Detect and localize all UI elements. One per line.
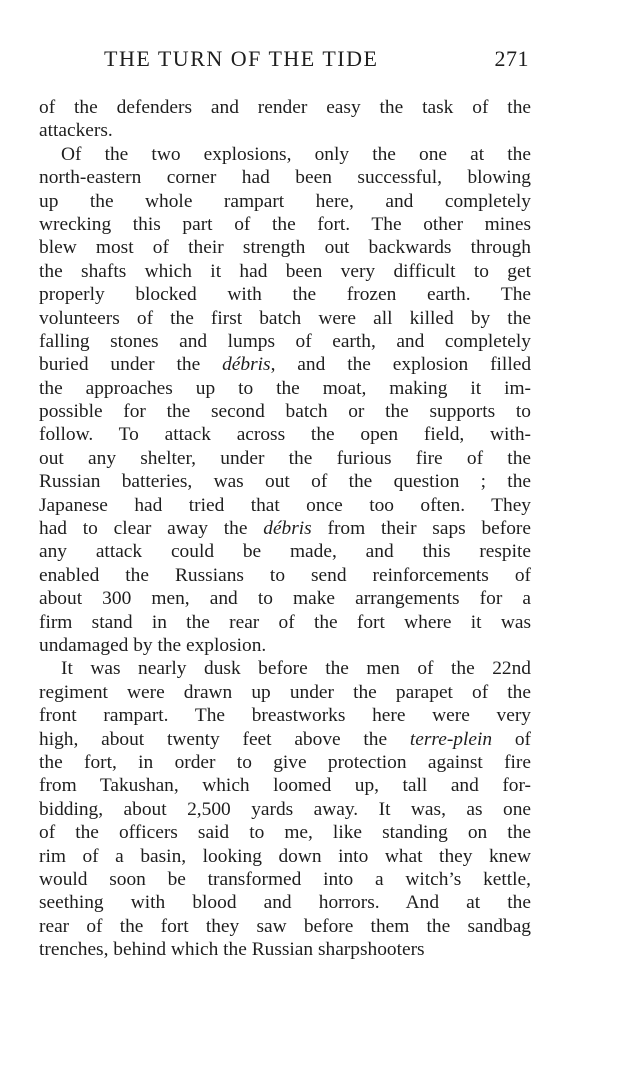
text-line	[39, 845, 531, 868]
text-line	[39, 587, 531, 610]
text-line	[39, 119, 531, 142]
text-run: It was nearly dusk before the men of the 22nd	[61, 658, 531, 680]
running-title: THE TURN OF THE TIDE	[104, 46, 379, 71]
text-run: regiment were drawn up under the parapet of the	[39, 681, 531, 703]
paragraph	[39, 96, 531, 143]
text-line	[39, 494, 531, 517]
text-run: the fort, in order to give protection against fire	[39, 751, 531, 773]
text-line	[39, 213, 531, 236]
text-line	[39, 774, 531, 797]
text-run: seething with blood and horrors. And at the	[39, 892, 531, 914]
text-line	[39, 470, 531, 493]
text-run: properly blocked with the frozen earth. The	[39, 284, 531, 306]
text-line	[39, 704, 531, 727]
text-run: blew most of their strength out backwards through	[39, 237, 531, 259]
text-run: from Takushan, which loomed up, tall and for-	[39, 775, 531, 797]
text-run: attackers.	[39, 120, 113, 142]
paragraph	[39, 143, 531, 658]
text-run: of	[492, 728, 531, 750]
text-run: the approaches up to the moat, making it im-	[39, 377, 531, 399]
text-run: follow. To attack across the open field, with-	[39, 424, 531, 446]
text-run: Russian batteries, was out of the question ; the	[39, 471, 531, 493]
text-run: volunteers of the first batch were all killed by the	[39, 307, 531, 329]
text-run: out any shelter, under the furious fire of the	[39, 447, 531, 469]
text-line	[39, 611, 531, 634]
italic-term: terre-plein	[409, 728, 493, 750]
text-run: of the officers said to me, like standing on the	[39, 822, 531, 844]
text-line	[39, 634, 531, 657]
text-line	[39, 798, 531, 821]
text-line	[39, 751, 531, 774]
text-run: about 300 men, and to make arrangements for a	[39, 588, 531, 610]
text-run: Of the two explosions, only the one at the	[61, 143, 531, 165]
text-run: up the whole rampart here, and completely	[39, 190, 531, 212]
italic-term: débris	[263, 518, 312, 540]
text-run: wrecking this part of the fort. The other mines	[39, 213, 531, 235]
text-run: , and the explosion filled	[270, 354, 532, 376]
text-run: had to clear away the	[39, 518, 264, 540]
text-run: rim of a basin, looking down into what they knew	[39, 845, 531, 867]
text-line	[39, 657, 531, 680]
text-run: would soon be transformed into a witch’s kettle,	[39, 868, 531, 890]
text-run: firm stand in the rear of the fort where it was	[39, 611, 531, 633]
text-line	[39, 330, 531, 353]
text-run: rear of the fort they saw before them the sandbag	[39, 915, 531, 937]
text-run: Japanese had tried that once too often. They	[39, 494, 531, 516]
text-run: possible for the second batch or the supports to	[39, 401, 531, 423]
text-run: any attack could be made, and this respite	[39, 541, 531, 563]
text-line	[39, 915, 531, 938]
text-run: the shafts which it had been very difficult to get	[39, 260, 531, 282]
text-line	[39, 307, 531, 330]
text-line	[39, 236, 531, 259]
text-line	[39, 400, 531, 423]
text-run: from their saps before	[311, 518, 531, 540]
text-line	[39, 283, 531, 306]
text-line	[39, 868, 531, 891]
text-line	[39, 564, 531, 587]
text-run: buried under the	[39, 354, 223, 376]
text-line	[39, 891, 531, 914]
text-run: high, about twenty feet above the	[39, 728, 410, 750]
text-run: trenches, behind which the Russian sharpshooters	[39, 939, 425, 961]
running-head	[104, 46, 529, 76]
text-run: falling stones and lumps of earth, and completely	[39, 330, 531, 352]
text-line	[39, 143, 531, 166]
text-line	[39, 821, 531, 844]
text-line	[39, 423, 531, 446]
text-line	[39, 517, 531, 540]
italic-term: débris	[222, 354, 271, 376]
text-run: enabled the Russians to send reinforcements of	[39, 564, 531, 586]
text-line	[39, 681, 531, 704]
text-run: bidding, about 2,500 yards away. It was, as one	[39, 798, 531, 820]
paragraph	[39, 657, 531, 961]
body-text	[39, 96, 531, 961]
text-run: front rampart. The breastworks here were very	[39, 705, 531, 727]
text-line	[39, 260, 531, 283]
text-line	[39, 353, 531, 376]
text-line	[39, 540, 531, 563]
text-line	[39, 96, 531, 119]
text-line	[39, 166, 531, 189]
text-line	[39, 447, 531, 470]
text-run: of the defenders and render easy the task of the	[39, 97, 531, 118]
text-run: north-eastern corner had been successful, blowing	[39, 167, 531, 189]
text-line	[39, 190, 531, 213]
text-run: undamaged by the explosion.	[39, 634, 267, 656]
text-line	[39, 938, 531, 961]
page-number: 271	[494, 46, 529, 71]
text-line	[39, 728, 531, 751]
text-line	[39, 377, 531, 400]
